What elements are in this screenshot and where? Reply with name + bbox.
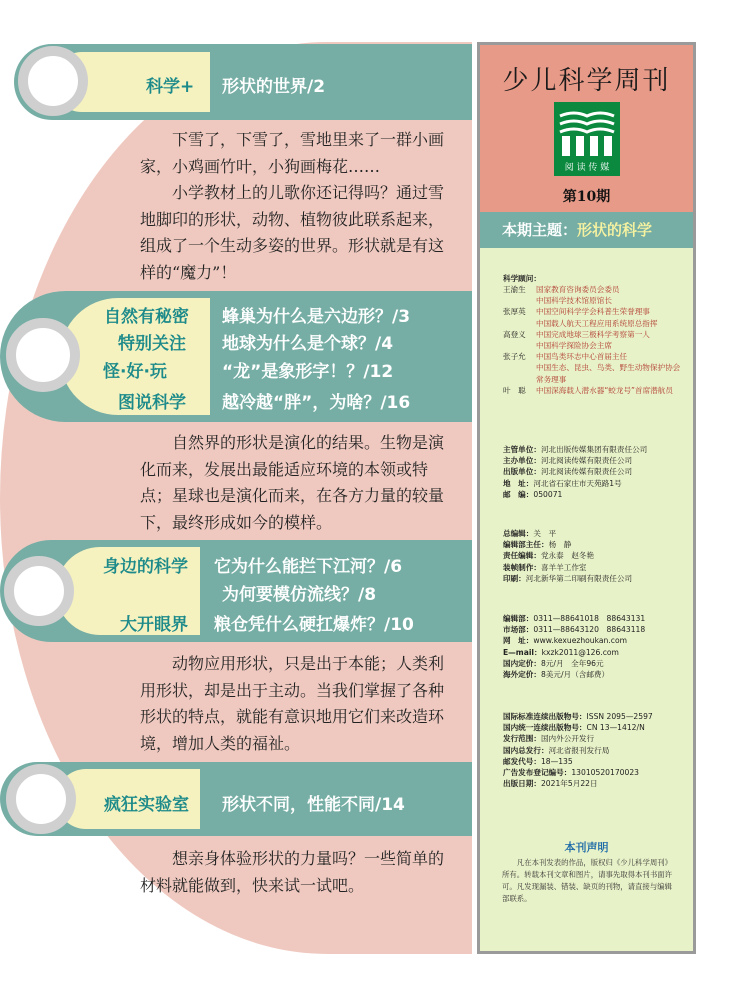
- section-title: 自然有秘密: [104, 307, 189, 327]
- section-title: 图说科学: [118, 393, 186, 413]
- ring-icon: [6, 764, 76, 834]
- section-headline[interactable]: 它为什么能拦下江河？/6: [214, 557, 403, 577]
- section-title: 科学+: [146, 77, 195, 97]
- section-headline[interactable]: 为何要模仿流线？/8: [222, 585, 377, 605]
- section-title: 特别关注: [118, 334, 186, 354]
- registration-info: 国际标准连续出版物号：ISSN 2095—2597 国内统一连续出版物号：CN 13—1412/N 发行范围：国内外公开发行 国内总发行：河北省报刊发行局 邮发代号：18—135 广告发布登记编号：13010520170023 出版日期：2021年5月22日: [503, 712, 653, 789]
- theme-value: 形状的科学: [577, 221, 653, 239]
- section-intro: 自然界的形状是演化的结果。生物是演化而来，发展出最能适应环境的本领或特点；星球也是演化而来，在各方力量的较量下，最终形成如今的模样。: [140, 433, 445, 532]
- section-title: 大开眼界: [120, 615, 188, 635]
- logo-caption: 阅 读 传 媒: [564, 163, 610, 173]
- contact-info: 编辑部：0311—88641018 88643131 市场部：0311—88643120 88643118 网 址：www.kexuezhoukan.com E—mail：kxzk2011@126.com 国内定价：8元/月 全年96元 海外定价：8美元/月（含邮费）: [503, 614, 646, 680]
- section-headline[interactable]: 粮仓凭什么硬扛爆炸？/10: [214, 615, 414, 635]
- staff-info: 总编辑：关 平 编辑部主任：杨 静 责任编辑：党永泰 赵冬艳 装帧制作：喜羊羊工作室 印刷：河北新华第二印刷有限责任公司: [503, 529, 633, 583]
- section-title: 怪·好·玩: [103, 362, 167, 382]
- section-intro: 想亲身体验形状的力量吗？一些简单的材料就能做到，快来试一试吧。: [140, 849, 445, 895]
- ring-icon: [18, 46, 88, 116]
- section-title: 身边的科学: [103, 557, 188, 577]
- notice-title: 本刊声明: [564, 841, 609, 854]
- section-headline[interactable]: “龙”是象形字！？/12: [222, 362, 394, 382]
- section-headline[interactable]: 地球为什么是个球？/4: [222, 334, 394, 354]
- magazine-title: 少儿科学周刊: [502, 66, 671, 96]
- notice-text: 凡在本刊发表的作品，版权归《少儿科学周刊》所有。转载本刊文章和图片，请事先取得本刊书面许可。凡发现漏装、错装、缺页的刊物，请直接与编辑部联系。: [502, 858, 673, 903]
- section-headline[interactable]: 形状的世界/2: [222, 77, 326, 97]
- theme-bar: [480, 212, 693, 248]
- section-title: 疯狂实验室: [104, 795, 189, 815]
- advisors-list: 王渝生 国家教育咨询委员会委员 中国科学技术馆原馆长 张厚英 中国空间科学学会科普生荣誉理事 中国载人航天工程应用系统原总指挥 高登义 中国完成地球三极科学考察第一人 中国科学探险协会主席 张子允 中国鸟类环志中心首届主任 中国生态、昆虫、鸟类、野生动物保护协会常务理事 叶 聪 中国深海载人潜水器“蛟龙号”首席潜航员: [503, 285, 681, 395]
- book-logo-icon: [554, 102, 620, 176]
- section-intro: 动物应用形状，只是出于本能；人类利用形状，却是出于主动。当我们掌握了各种形状的特点，就能有意识地用它们来改造环境，增加人类的福祉。: [140, 654, 445, 753]
- section-headline[interactable]: 形状不同，性能不同/14: [222, 795, 405, 815]
- ring-icon: [6, 318, 80, 392]
- publication-info: 主管单位：河北出版传媒集团有限责任公司 主办单位：河北阅读传媒有限责任公司 出版单位：河北阅读传媒有限责任公司 地 址：河北省石家庄市天苑路1号 邮 编：050071: [503, 445, 648, 499]
- ring-icon: [4, 556, 74, 626]
- section-headline[interactable]: 蜂巢为什么是六边形？/3: [222, 307, 411, 327]
- issue-number: 第10期: [562, 189, 611, 205]
- section-intro: 下雪了，下雪了，雪地里来了一群小画家，小鸡画竹叶，小狗画梅花…… 小学教材上的儿歌你还记得吗？通过雪地脚印的形状，动物、植物彼此联系起来，组成了一个生动多姿的世界。形状就是有这样的“魔力”！: [140, 130, 445, 282]
- theme-label: 本期主题：: [502, 221, 578, 239]
- section-headline[interactable]: 越冷越“胖”，为啥？/16: [222, 393, 411, 413]
- advisors-label: 科学顾问：: [503, 274, 541, 283]
